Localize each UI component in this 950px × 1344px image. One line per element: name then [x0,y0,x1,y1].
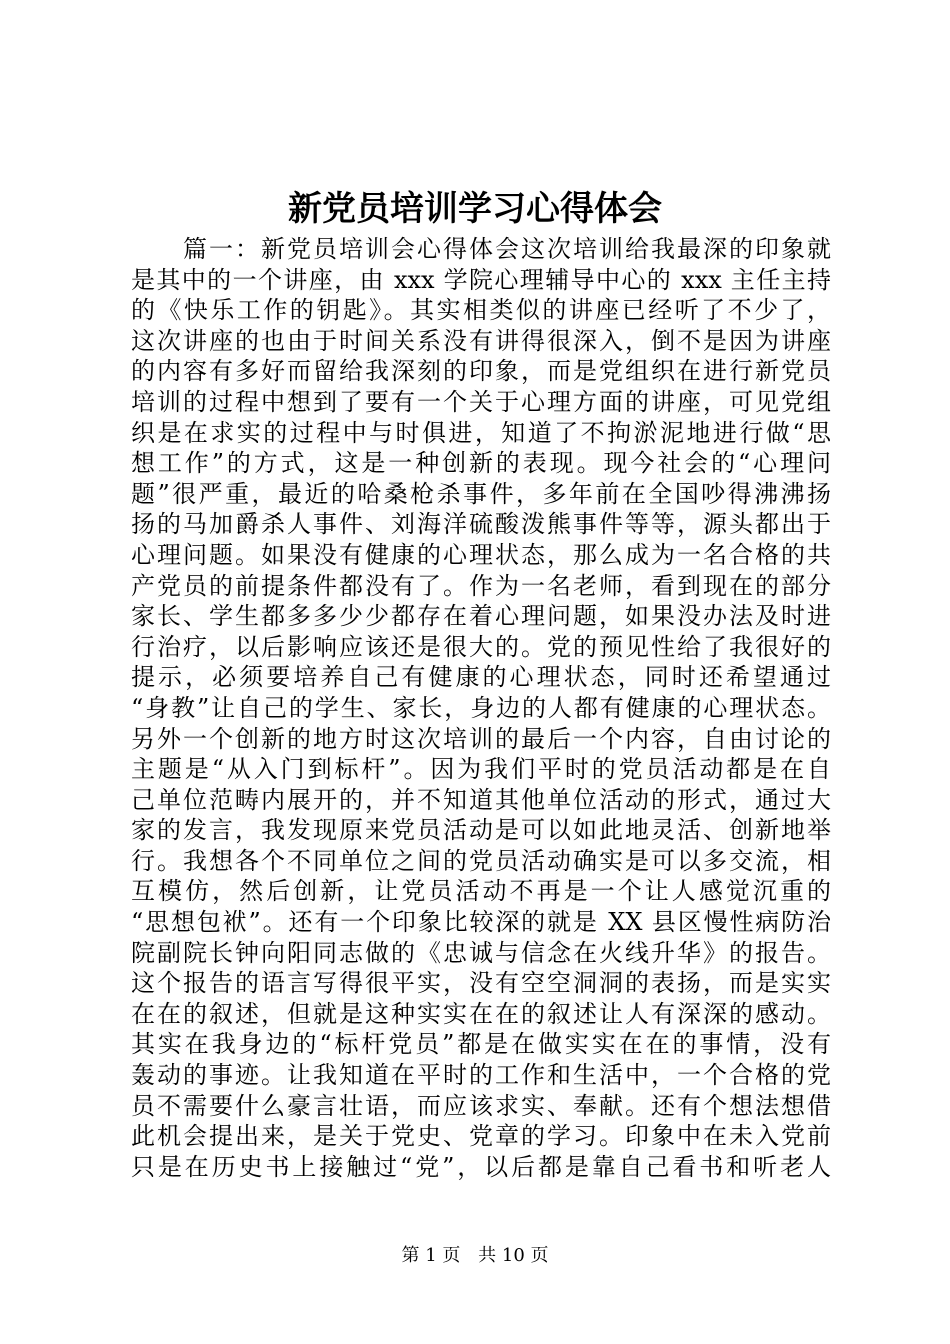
document-title: 新党员培训学习心得体会 [288,189,662,229]
text-line: “思想包袱”。还有一个印象比较深的就是 XX 县区慢性病防治 [131,908,831,937]
text-line: “身教”让自己的学生、家长，身边的人都有健康的心理状态。 [131,693,831,722]
text-line: 主题是“从入门到标杆”。因为我们平时的党员活动都是在自 [131,755,831,784]
text-line: 心理问题。如果没有健康的心理状态，那么成为一名合格的共 [131,540,831,569]
text-line: 家长、学生都多多少少都存在着心理问题，如果没办法及时进 [131,602,831,631]
text-line: 篇一：新党员培训会心得体会这次培训给我最深的印象就 [183,235,831,263]
text-line: 己单位范畴内展开的，并不知道其他单位活动的形式，通过大 [131,785,831,814]
text-line: 家的发言，我发现原来党员活动是可以如此地灵活、创新地举 [131,816,831,845]
text-line: 提示，必须要培养自己有健康的心理状态，同时还希望通过 [131,663,831,692]
text-line: 这个报告的语言写得很平实，没有空空洞洞的表扬，而是实实 [131,969,831,998]
page-total: 共 10 页 [478,1245,549,1266]
text-line: 行。我想各个不同单位之间的党员活动确实是可以多交流，相 [131,846,831,875]
text-line: 是其中的一个讲座，由 xxx 学院心理辅导中心的 xxx 主任主持 [131,265,831,294]
text-line: 互模仿，然后创新，让党员活动不再是一个让人感觉沉重的 [131,877,831,906]
text-line: 员不需要什么豪言壮语，而应该求实、奉献。还有个想法想借 [131,1091,831,1120]
text-line: 想工作”的方式，这是一种创新的表现。现今社会的“心理问 [131,449,831,478]
text-line: 院副院长钟向阳同志做的《忠诚与信念在火线升华》的报告。 [131,938,831,967]
text-line: 培训的过程中想到了要有一个关于心理方面的讲座，可见党组 [131,387,831,416]
text-line: 题”很严重，最近的哈桑枪杀事件，多年前在全国吵得沸沸扬 [131,479,831,508]
text-line: 扬的马加爵杀人事件、刘海洋硫酸泼熊事件等等，源头都出于 [131,510,831,539]
text-line: 行治疗，以后影响应该还是很大的。党的预见性给了我很好的 [131,632,831,661]
text-line: 此机会提出来，是关于党史、党章的学习。印象中在未入党前 [131,1122,831,1151]
text-line: 织是在求实的过程中与时俱进，知道了不拘淤泥地进行做“思 [131,418,831,447]
page-footer [0,1241,950,1267]
text-line: 的内容有多好而留给我深刻的印象，而是党组织在进行新党员 [131,357,831,386]
text-line: 另外一个创新的地方时这次培训的最后一个内容，自由讨论的 [131,724,831,753]
text-line: 的《快乐工作的钥匙》。其实相类似的讲座已经听了不少了， [131,296,831,325]
text-line: 其实在我身边的“标杆党员”都是在做实实在在的事情，没有 [131,1030,831,1059]
text-line: 只是在历史书上接触过“党”，以后都是靠自己看书和听老人 [131,1152,831,1181]
text-line: 这次讲座的也由于时间关系没有讲得很深入，倒不是因为讲座 [131,326,831,355]
text-line: 产党员的前提条件都没有了。作为一名老师，看到现在的部分 [131,571,831,600]
text-line: 轰动的事迹。让我知道在平时的工作和生活中，一个合格的党 [131,1061,831,1090]
text-line: 在在的叙述，但就是这种实实在在的叙述让人有深深的感动。 [131,999,831,1028]
document-body [131,234,831,1182]
page-number: 第 1 页 [401,1245,461,1266]
